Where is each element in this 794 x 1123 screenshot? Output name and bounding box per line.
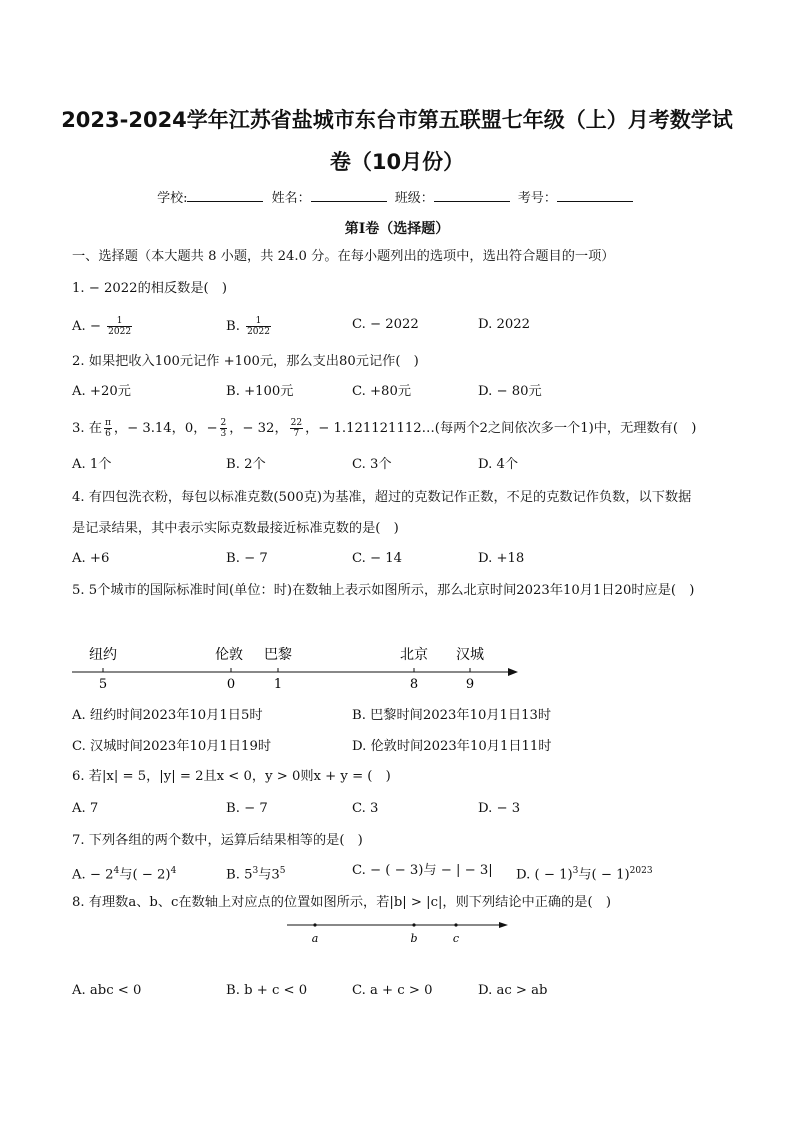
q3-stem-mid2: ，− 32， (229, 421, 288, 436)
q8-number-line (0, 914, 794, 950)
school-label: 学校: (157, 191, 188, 206)
q3-stem-pre: 3. 在 (72, 421, 102, 436)
q8-option-a[interactable]: A. abc < 0 (72, 983, 142, 998)
class-blank[interactable] (434, 189, 510, 202)
q8-axis-arrow (499, 922, 508, 928)
q8-option-c[interactable]: C. a + c > 0 (352, 983, 433, 998)
question-7-stem: 7. 下列各组的两个数中，运算后结果相等的是( ) (72, 833, 363, 848)
frac-num: 1 (107, 316, 132, 327)
student-info-row (0, 187, 794, 206)
q4-option-a[interactable]: A. +6 (72, 551, 110, 566)
q1-option-a-fraction (107, 316, 132, 337)
q5-number-line (0, 640, 794, 700)
frac-den: 6 (105, 429, 111, 439)
q5-value-label: 1 (273, 677, 283, 692)
class-label: 班级： (394, 191, 434, 206)
q8-option-b[interactable]: B. b + c < 0 (226, 983, 308, 998)
q5-axis-arrow (508, 668, 518, 676)
question-3-stem (72, 418, 696, 439)
q5-city-label: 伦敦 (215, 647, 243, 663)
q5-city-label: 北京 (400, 647, 428, 663)
frac-num: π (104, 418, 111, 428)
q7-d-mid: 与( − 1) (578, 867, 630, 883)
q1-option-b[interactable] (226, 316, 273, 337)
q5-value-label: 9 (465, 677, 475, 692)
question-4-stem-line2: 是记录结果，其中表示实际克数最接近标准克数的是( ) (72, 521, 399, 536)
frac-num: 2 (220, 418, 227, 428)
q4-option-c[interactable]: C. − 14 (352, 551, 403, 566)
q5-city-label: 巴黎 (264, 647, 292, 663)
q3-frac-22-7 (290, 418, 303, 439)
q5-value-label: 5 (98, 677, 108, 692)
q1-option-a[interactable] (72, 316, 134, 337)
q1-option-c[interactable]: C. − 2022 (352, 317, 419, 332)
volume-heading: 第Ⅰ卷（选择题） (344, 221, 450, 237)
q3-option-c[interactable]: C. 3个 (352, 457, 392, 472)
question-5-stem: 5. 5个城市的国际标准时间(单位：时)在数轴上表示如图所示，那么北京时间2023年10月1日20时应是( ) (72, 583, 695, 598)
q8-point-c (454, 923, 457, 926)
q1-option-a-prefix: A. − (72, 319, 101, 334)
frac-den: 2022 (247, 327, 270, 337)
question-2-stem: 2. 如果把收入100元记作 +100元，那么支出80元记作( ) (72, 354, 419, 369)
q7-a-exp1: 4 (113, 866, 120, 876)
q8-point-b (412, 923, 415, 926)
q3-option-d[interactable]: D. 4个 (478, 457, 519, 472)
exam-title-line1: 2023-2024学年江苏省盐城市东台市第五联盟七年级（上）月考数学试 (61, 108, 733, 132)
q8-label-c: c (452, 932, 460, 945)
q2-option-d[interactable]: D. − 80元 (478, 384, 542, 399)
q5-option-c[interactable]: C. 汉城时间2023年10月1日19时 (72, 739, 272, 754)
q4-option-d[interactable]: D. +18 (478, 551, 525, 566)
question-4-stem-line1: 4. 有四包洗衣粉，每包以标准克数(500克)为基准，超过的克数记作正数，不足的克数记作负数，以下数据 (72, 490, 692, 505)
q3-option-b[interactable]: B. 2个 (226, 457, 266, 472)
q7-option-b[interactable] (226, 862, 286, 884)
section-heading: 一、选择题（本大题共 8 小题，共 24.0 分。在每小题列出的选项中，选出符合题目的一项） (72, 249, 615, 264)
q7-d-pre: D. ( − 1) (516, 867, 573, 883)
q5-option-d[interactable]: D. 伦敦时间2023年10月1日11时 (352, 739, 552, 754)
exam-no-label: 考号： (517, 191, 557, 206)
q7-a-pre: A. − 2 (72, 867, 114, 883)
q1-option-b-prefix: B. (226, 319, 245, 334)
school-blank[interactable] (187, 189, 263, 202)
frac-num: 22 (290, 418, 303, 428)
q3-frac-2-3 (220, 418, 228, 439)
q7-option-c[interactable]: C. − ( − 3)与 − | − 3| (352, 863, 493, 878)
q7-option-d[interactable] (516, 862, 653, 884)
question-6-stem: 6. 若|x| = 5，|y| = 2且x < 0，y > 0则x + y = ( ) (72, 769, 391, 784)
question-1-stem: 1. − 2022的相反数是( ) (72, 281, 227, 296)
q8-label-b: b (410, 932, 418, 945)
exam-title-line2: 卷（10月份） (329, 150, 465, 174)
q5-city-label: 汉城 (456, 647, 484, 663)
frac-den: 2022 (108, 327, 132, 337)
frac-num: 1 (246, 316, 271, 327)
q7-d-exp2: 2023 (629, 866, 653, 876)
q3-stem-post: ，− 1.121121112…(每两个2之间依次多一个1)中，无理数有( ) (305, 421, 697, 436)
q7-b-pre: B. 5 (226, 867, 253, 883)
q2-option-a[interactable]: A. +20元 (72, 384, 131, 399)
q4-option-b[interactable]: B. − 7 (226, 551, 268, 566)
exam-no-blank[interactable] (557, 189, 633, 202)
q3-option-a[interactable]: A. 1个 (72, 457, 112, 472)
q3-frac-pi-6 (104, 418, 112, 439)
frac-den: 3 (220, 429, 227, 439)
q7-b-exp2: 5 (279, 866, 286, 876)
frac-den: 7 (293, 429, 300, 439)
q2-option-c[interactable]: C. +80元 (352, 384, 412, 399)
name-label: 姓名： (271, 191, 311, 206)
q1-option-d[interactable]: D. 2022 (478, 317, 531, 332)
q5-option-b[interactable]: B. 巴黎时间2023年10月1日13时 (352, 708, 552, 723)
q6-option-a[interactable]: A. 7 (72, 801, 99, 816)
q6-option-c[interactable]: C. 3 (352, 801, 379, 816)
q7-d-exp1: 3 (572, 866, 579, 876)
q5-value-label: 0 (226, 677, 236, 692)
q7-option-a[interactable] (72, 862, 176, 884)
q6-option-d[interactable]: D. − 3 (478, 801, 521, 816)
q1-option-b-fraction (246, 316, 271, 337)
name-blank[interactable] (311, 189, 387, 202)
q7-b-mid: 与3 (258, 867, 280, 883)
q8-label-a: a (311, 932, 319, 945)
q5-city-label: 纽约 (89, 647, 117, 663)
q8-point-a (313, 923, 316, 926)
q7-a-mid: 与( − 2) (119, 867, 171, 883)
q7-a-exp2: 4 (170, 866, 177, 876)
q7-b-exp1: 3 (252, 866, 259, 876)
question-8-stem: 8. 有理数a、b、c在数轴上对应点的位置如图所示，若|b| > |c|，则下列结论中正确的是( ) (72, 895, 611, 910)
q3-stem-mid1: ，− 3.14，0，− (113, 421, 218, 436)
q5-option-a[interactable]: A. 纽约时间2023年10月1日5时 (72, 708, 263, 723)
q5-value-label: 8 (409, 677, 419, 692)
q6-option-b[interactable]: B. − 7 (226, 801, 268, 816)
q8-option-d[interactable]: D. ac > ab (478, 983, 548, 998)
q2-option-b[interactable]: B. +100元 (226, 384, 294, 399)
